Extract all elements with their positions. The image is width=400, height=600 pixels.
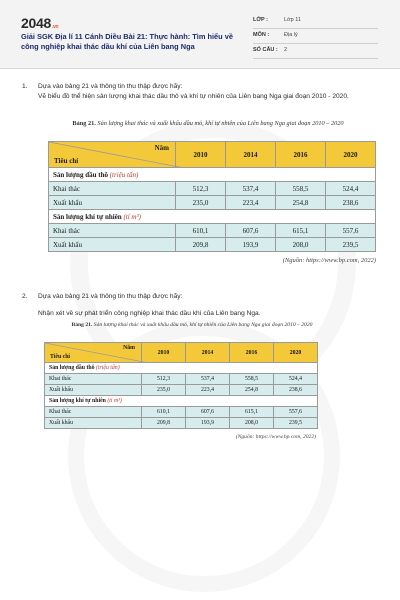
table-caption: Bảng 21. Sản lượng khai thác và xuất khẩu dầu mỏ, khí tự nhiên của Liên bang Nga giai đoạn 2010 – 2020 — [71, 322, 313, 328]
question-number: 2. — [22, 293, 28, 300]
table-source: (Nguồn: https://www.bp.com, 2022) — [282, 257, 376, 264]
table-row: Khai thác 512,3 537,4 558,5 524,4 — [49, 182, 376, 196]
section-row: Sản lượng khí tự nhiên (tỉ m³) — [45, 396, 318, 407]
meta-subject: MÔN : Địa lý — [253, 29, 378, 44]
year-header: 2020 — [274, 343, 318, 363]
site-logo[interactable]: 2048.vn — [21, 15, 59, 31]
question-line: Dựa vào bảng 21 và thông tin thu thập được hãy: — [38, 83, 183, 90]
table-row: Xuất khẩu 235,0 223,4 254,8 238,6 — [45, 385, 318, 396]
year-header: 2016 — [230, 343, 274, 363]
year-header: 2010 — [176, 142, 226, 168]
table-row: Xuất khẩu 209,8 193,9 208,0 239,5 — [45, 418, 318, 429]
page-header — [0, 0, 400, 69]
table-corner-header: Năm Tiêu chí — [45, 343, 142, 363]
question-line: Vẽ biểu đồ thể hiện sản lượng khai thác dầu thô và khí tự nhiên của Liên bang Nga giai đoạn 2010 - 2020. — [38, 92, 349, 100]
year-header: 2016 — [276, 142, 326, 168]
meta-question-count: SỐ CÂU : 2 — [253, 44, 378, 59]
question-line: Dựa vào bảng 21 và thông tin thu thập được hãy: — [38, 293, 183, 300]
table-row: Xuất khẩu 209,8 193,9 208,0 239,5 — [49, 238, 376, 252]
table-corner-header: Năm Tiêu chí — [49, 142, 176, 168]
meta-grade: LỚP : Lớp 11 — [253, 14, 378, 29]
table-row: Xuất khẩu 235,0 223,4 254,8 238,6 — [49, 196, 376, 210]
year-header: 2010 — [142, 343, 186, 363]
year-header: 2014 — [226, 142, 276, 168]
data-table — [44, 342, 318, 429]
section-row: Sản lượng dầu thô (triệu tấn) — [45, 363, 318, 374]
data-table — [48, 141, 376, 252]
table-row: Khai thác 610,1 607,6 615,1 557,6 — [45, 407, 318, 418]
table-row: Khai thác 512,3 537,4 558,5 524,4 — [45, 374, 318, 385]
table-caption: Bảng 21. Sản lượng khai thác và xuất khẩu dầu mỏ, khí tự nhiên của Liên bang Nga giai đoạn 2010 – 2020 — [72, 120, 344, 127]
section-row: Sản lượng dầu thô (triệu tấn) — [49, 168, 376, 182]
question-line: Nhận xét về sự phát triển công nghiệp khai thác dầu khí của Liên bang Nga. — [38, 309, 261, 317]
year-header: 2014 — [186, 343, 230, 363]
question-number: 1. — [22, 83, 28, 90]
year-header: 2020 — [326, 142, 376, 168]
document-title: Giải SGK Địa lí 11 Cánh Diều Bài 21: Thực hành: Tìm hiểu về công nghiệp khai thác dầu khí của Liên bang Nga — [21, 32, 233, 51]
section-row: Sản lượng khí tự nhiên (tỉ m³) — [49, 210, 376, 224]
table-source: (Nguồn: https://www.bp.com, 2022) — [235, 434, 316, 440]
table-row: Khai thác 610,1 607,6 615,1 557,6 — [49, 224, 376, 238]
